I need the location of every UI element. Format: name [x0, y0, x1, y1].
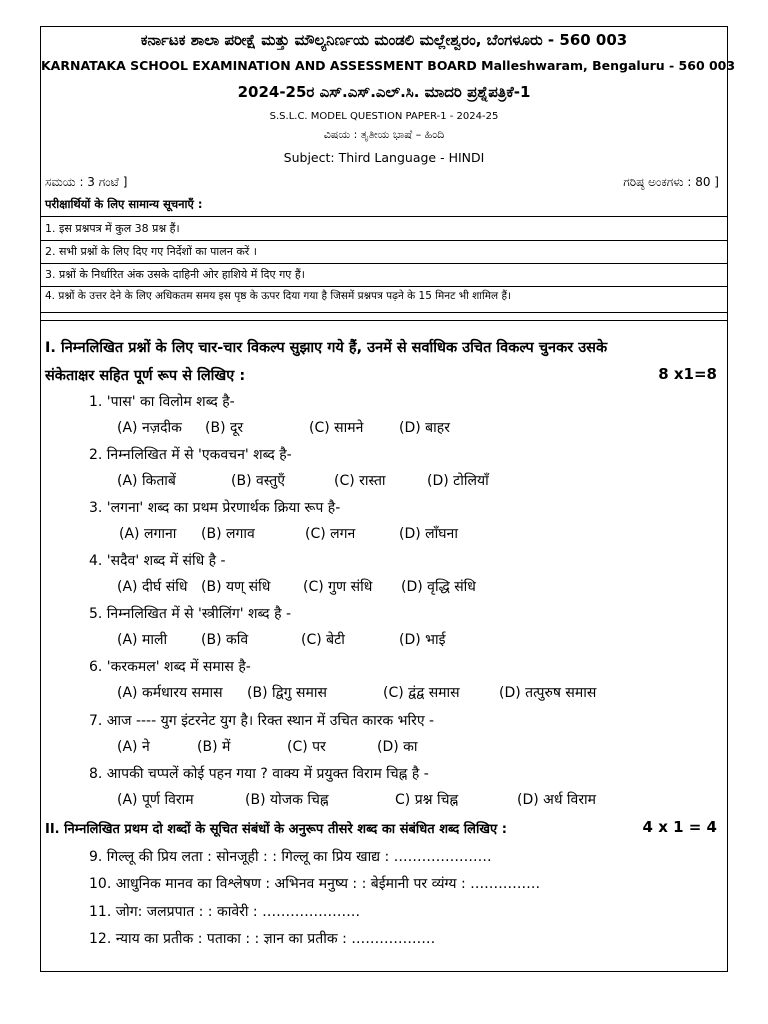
analogy-item-10: 10. आधुनिक मानव का विश्लेषण : अभिनव मनुष्य : : बेईमानी पर व्यंग्य : ……………	[89, 876, 541, 892]
question-2: 2. निम्नलिखित में से 'एकवचन' शब्द है-	[89, 447, 292, 463]
option-d: (D) लाँघना	[399, 526, 458, 542]
analogy-item-12: 12. न्याय का प्रतीक : पताका : : ज्ञान का प्रतीक : ………………	[89, 931, 436, 947]
english-board-title: KARNATAKA SCHOOL EXAMINATION AND ASSESSMENT BOARD Malleshwaram, Bengaluru - 560 003	[41, 58, 736, 73]
instruction-item: 4. प्रश्नों के उत्तर देने के लिए अधिकतम समय इस पृष्ठ के ऊपर दिया गया है जिसमें प्रश्नपत्र पढ़ने के 15 मिनट भी शामिल हैं।	[45, 290, 512, 302]
kannada-board-title: ಕರ್ನಾಟಕ ಶಾಲಾ ಪರೀಕ್ಷೆ ಮತ್ತು ಮೌಲ್ಯನಿರ್ಣಯ ಮಂಡಲಿ ಮಲ್ಲೇಶ್ವರಂ, ಬೆಂಗಳೂರು - 560 003	[140, 31, 628, 49]
option-d: (D) वृद्धि संधि	[401, 579, 476, 595]
option-b: (B) दूर	[205, 420, 244, 436]
option-c: (C) गुण संधि	[303, 579, 373, 595]
option-c: (C) पर	[287, 739, 326, 755]
divider	[41, 216, 727, 217]
question-7: 7. आज ---- युग इंटरनेट युग है। रिक्त स्थान में उचित कारक भरिए -	[89, 713, 435, 729]
option-b: (B) द्विगु समास	[247, 685, 327, 701]
option-b: (B) यण् संधि	[201, 579, 271, 595]
analogy-item-9: 9. गिल्लू की प्रिय लता : सोनजूही : : गिल्लू का प्रिय खाद्य : …………………	[89, 849, 492, 865]
divider	[41, 263, 727, 264]
option-a: (A) माली	[117, 632, 168, 648]
option-a: (A) ने	[117, 739, 150, 755]
section-2-marks: 4 x 1 = 4	[642, 818, 717, 836]
instruction-item: 2. सभी प्रश्नों के लिए दिए गए निर्देशों का पालन करें ।	[45, 245, 257, 258]
instruction-item: 3. प्रश्नों के निर्धारित अंक उसके दाहिनी ओर हाशिये में दिए गए हैं।	[45, 268, 305, 281]
section-1-heading-cont: संकेताक्षर सहित पूर्ण रूप से लिखिए :	[45, 368, 246, 384]
divider	[41, 240, 727, 241]
analogy-item-11: 11. जोग: जलप्रपात : : कावेरी : …………………	[89, 904, 361, 920]
question-5: 5. निम्नलिखित में से 'स्त्रीलिंग' शब्द है -	[89, 606, 292, 622]
divider	[41, 286, 727, 287]
option-a: (A) किताबें	[117, 473, 176, 489]
instructions-heading: परीक्षार्थियों के लिए सामान्य सूचनाएँ :	[45, 197, 203, 211]
english-paper-title: S.S.L.C. MODEL QUESTION PAPER-1 - 2024-25	[269, 111, 499, 122]
section-1-heading: I. निम्नलिखित प्रश्नों के लिए चार-चार विकल्प सुझाए गये हैं, उनमें से सर्वाधिक उचित विकल्प चुनकर उसके	[45, 340, 608, 356]
question-3: 3. 'लगना' शब्द का प्रथम प्रेरणार्थक क्रिया रूप है-	[89, 500, 341, 516]
option-a: (A) नज़दीक	[117, 420, 182, 436]
option-c: C) प्रश्न चिह्न	[395, 792, 459, 808]
option-c: (C) सामने	[309, 420, 364, 436]
english-subject: Subject: Third Language - HINDI	[283, 150, 485, 165]
option-d: (D) तत्पुरुष समास	[499, 685, 597, 701]
option-d: (D) अर्ध विराम	[517, 792, 597, 808]
option-c: (C) रास्ता	[334, 473, 386, 489]
question-paper-page	[40, 26, 736, 972]
option-d: (D) टोलियाँ	[427, 473, 489, 489]
question-1: 1. 'पास' का विलोम शब्द है-	[89, 394, 235, 410]
section-2-heading: II. निम्नलिखित प्रथम दो शब्दों के सूचित संबंधों के अनुरूप तीसरे शब्द का संबंधित शब्द लिखिए :	[45, 822, 507, 837]
option-d: (D) बाहर	[399, 420, 450, 436]
option-c: (C) लगन	[305, 526, 356, 542]
option-c: (C) बेटी	[301, 632, 345, 648]
kannada-subject: ವಿಷಯ : ತೃತೀಯ ಭಾಷೆ – ಹಿಂದಿ	[323, 128, 445, 141]
question-6: 6. 'करकमल' शब्द में समास है-	[89, 659, 251, 675]
option-b: (B) कवि	[201, 632, 249, 648]
option-b: (B) योजक चिह्न	[245, 792, 329, 808]
max-marks: ಗರಿಷ್ಠ ಅಂಕಗಳು : 80 ]	[623, 175, 719, 189]
option-d: (D) भाई	[399, 632, 446, 648]
option-b: (B) वस्तुएँ	[231, 473, 285, 489]
kannada-paper-title: 2024-25ರ ಎಸ್.ಎಸ್.ಎಲ್.ಸಿ. ಮಾದರಿ ಪ್ರಶ್ನೆಪತ್ರಿಕೆ-1	[237, 83, 531, 101]
option-a: (A) कर्मधारय समास	[117, 685, 223, 701]
option-c: (C) द्वंद्व समास	[383, 685, 460, 701]
header-bottom-rule	[41, 320, 727, 321]
option-a: (A) पूर्ण विराम	[117, 792, 194, 808]
option-b: (B) लगाव	[201, 526, 255, 542]
option-d: (D) का	[377, 739, 418, 755]
option-b: (B) में	[197, 739, 231, 755]
section-1-marks: 8 x1=8	[658, 365, 717, 383]
option-a: (A) लगाना	[119, 526, 177, 542]
instruction-item: 1. इस प्रश्नपत्र में कुल 38 प्रश्न हैं।	[45, 222, 180, 235]
question-4: 4. 'सदैव' शब्द में संधि है -	[89, 553, 226, 569]
header-bottom-rule	[41, 312, 727, 313]
option-a: (A) दीर्घ संधि	[117, 579, 188, 595]
time-allowed: ಸಮಯ : 3 ಗಂಟೆ ]	[45, 175, 128, 189]
question-8: 8. आपकी चप्पलें कोई पहन गया ? वाक्य में प्रयुक्त विराम चिह्न है -	[89, 766, 429, 782]
